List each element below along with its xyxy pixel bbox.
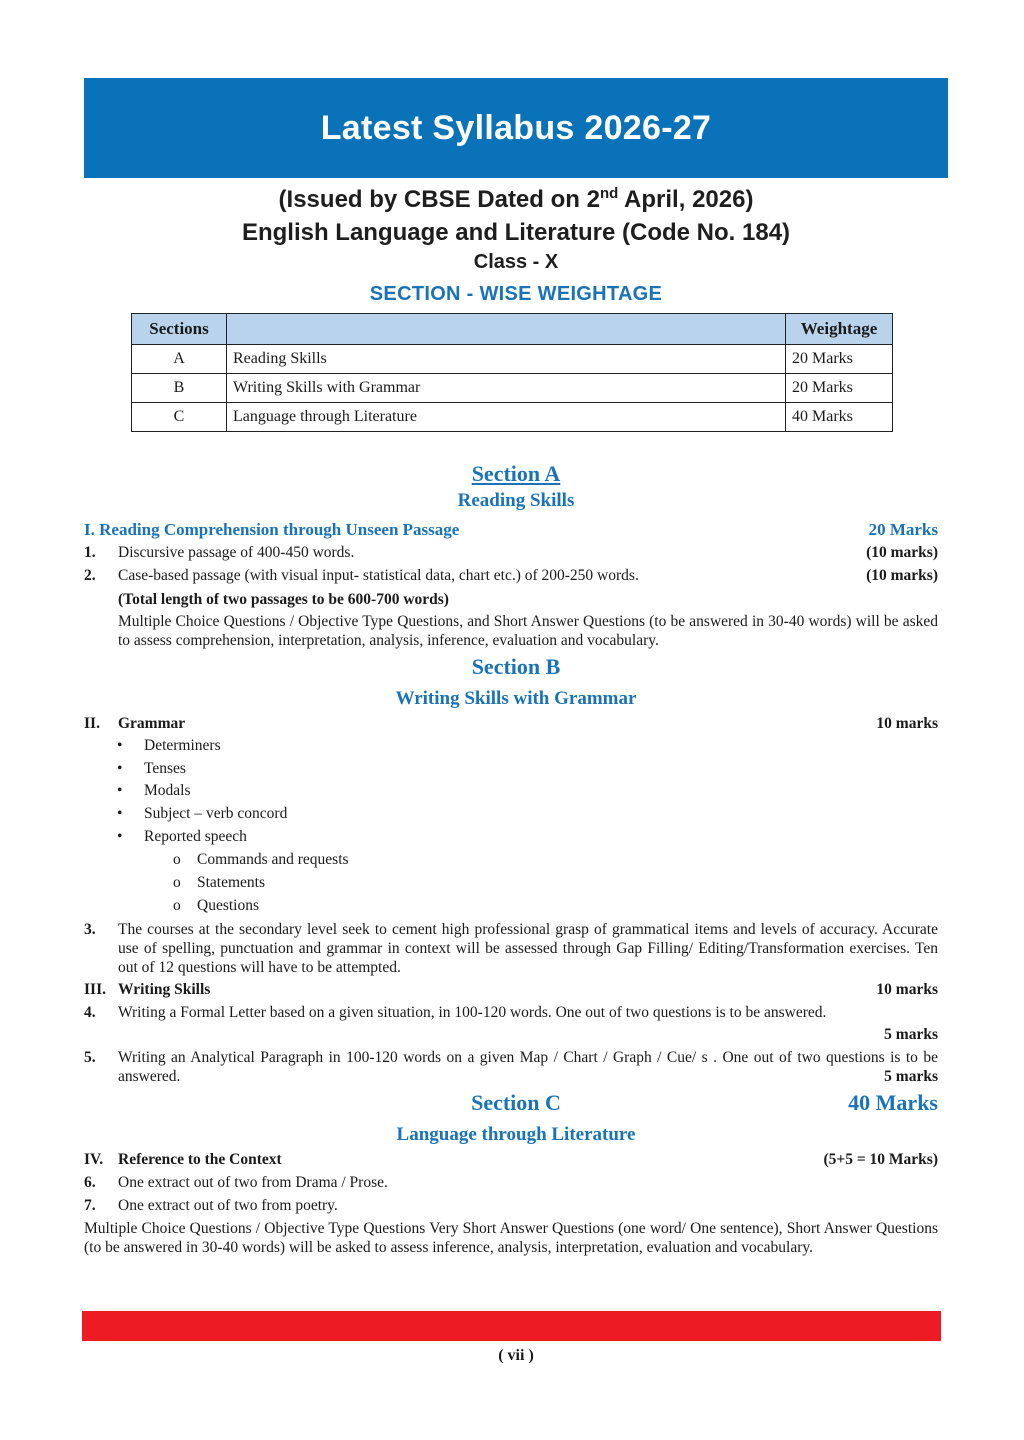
grammar-marks: 10 marks (876, 715, 938, 732)
item-marks: (10 marks) (866, 544, 938, 561)
item-marks: (10 marks) (866, 567, 938, 584)
item-marks: 5 marks (884, 1026, 938, 1043)
item-5-text: Writing an Analytical Paragraph in 100-120 words on a given Map / Chart / Graph / Cue/ s . One out of two questions is to be answered. (118, 1049, 938, 1085)
bullet-icon: • (117, 782, 123, 799)
bullet-icon: • (117, 760, 123, 777)
item-text: Case-based passage (with visual input- statistical data, chart etc.) of 200-250 words. (118, 567, 639, 584)
table-row (132, 374, 893, 403)
section-c-subtitle: Language through Literature (396, 1124, 636, 1145)
item-number: IV. (84, 1151, 104, 1168)
issued-superscript: nd (599, 185, 619, 202)
total-length-note: (Total length of two passages to be 600-700 words) (118, 591, 449, 608)
item-4-text: Writing a Formal Letter based on a given situation, in 100-120 words. One out of two questions is to be answered. (118, 1004, 827, 1021)
bullet-text: Reported speech (144, 828, 247, 845)
section-b-title: Section B (471, 654, 561, 679)
item-text: One extract out of two from Drama / Prose. (118, 1174, 388, 1191)
cell-section: C (132, 403, 227, 432)
cell-weightage: 20 Marks (786, 374, 893, 403)
item-number: 1. (84, 544, 96, 561)
bullet-text: Modals (144, 782, 191, 799)
class-label: Class - X (473, 251, 559, 273)
header-blank (227, 314, 786, 345)
writing-title: Writing Skills (118, 981, 211, 998)
subject-title: English Language and Literature (Code No. 184) (241, 219, 791, 246)
part-i-marks: 20 Marks (868, 520, 938, 539)
section-a-description: Multiple Choice Questions / Objective Type Questions, and Short Answer Questions (to be answered in 30-40 words) will be asked to assess comprehension, interpretation, analysis, inference, evaluation and vocabulary. (118, 613, 938, 649)
cell-section: A (132, 345, 227, 374)
table-row (132, 403, 893, 432)
cell-section: B (132, 374, 227, 403)
sub-bullet-text: Statements (197, 874, 266, 891)
sub-bullet-text: Commands and requests (197, 851, 349, 868)
reference-marks: (5+5 = 10 Marks) (823, 1151, 938, 1168)
issued-date: April, 2026) (618, 186, 754, 213)
weightage-table (131, 313, 893, 432)
item-number: 2. (84, 567, 96, 584)
bullet-text: Determiners (144, 737, 221, 754)
sub-bullet-text: Questions (197, 897, 259, 914)
item-number: 3. (84, 921, 96, 938)
section-c-description: Multiple Choice Questions / Objective Type Questions Very Short Answer Questions (one word/ One sentence), Short Answer Questions (to be answered in 30-40 words) will be asked to assess inference, analysis, interpretation, evaluation and vocabulary. (84, 1220, 938, 1256)
issued-line (84, 185, 948, 214)
section-b-subtitle: Writing Skills with Grammar (395, 688, 637, 709)
bullet-icon: • (117, 805, 123, 822)
part-i-title: I. Reading Comprehension through Unseen Passage (84, 520, 460, 539)
section-a-title: Section A (471, 461, 561, 486)
item-marks: 5 marks (884, 1068, 938, 1085)
item-number: III. (84, 981, 106, 998)
cell-skill: Writing Skills with Grammar (227, 374, 786, 403)
header-sections: Sections (132, 314, 227, 345)
title-banner (84, 78, 948, 178)
section-c-title: Section C (471, 1090, 561, 1115)
weightage-title: SECTION - WISE WEIGHTAGE (369, 283, 663, 305)
bullet-text: Tenses (144, 760, 186, 777)
reference-title: Reference to the Context (118, 1151, 282, 1168)
item-text: One extract out of two from poetry. (118, 1197, 338, 1214)
footer-bar (82, 1311, 941, 1341)
sub-bullet-icon: o (173, 851, 181, 868)
table-row (132, 345, 893, 374)
bullet-icon: • (117, 828, 123, 845)
header-weightage: Weightage (786, 314, 893, 345)
page-number: ( vii ) (498, 1347, 534, 1364)
cell-weightage: 20 Marks (786, 345, 893, 374)
cell-weightage: 40 Marks (786, 403, 893, 432)
sub-bullet-icon: o (173, 874, 181, 891)
item-number: 4. (84, 1004, 96, 1021)
grammar-title: Grammar (118, 715, 186, 732)
item-3-text: The courses at the secondary level seek to cement high professional grasp of grammatical items and levels of accuracy. Accurate use of spelling, punctuation and grammar in context will be assessed through Gap Filling/ Editing/Transformation exercises. Ten out of 12 questions will have to be attempted. (118, 921, 938, 976)
issued-text: (Issued by CBSE Dated on 2 (278, 186, 600, 213)
sub-bullet-icon: o (173, 897, 181, 914)
writing-marks: 10 marks (876, 981, 938, 998)
cell-skill: Reading Skills (227, 345, 786, 374)
item-number: 7. (84, 1197, 96, 1214)
section-c-marks: 40 Marks (848, 1090, 938, 1115)
item-number: 6. (84, 1174, 96, 1191)
table-header-row (132, 314, 893, 345)
section-a-subtitle: Reading Skills (457, 490, 575, 511)
page-title: Latest Syllabus 2026-27 (320, 108, 712, 147)
cell-skill: Language through Literature (227, 403, 786, 432)
item-number: II. (84, 715, 100, 732)
bullet-text: Subject – verb concord (144, 805, 288, 822)
bullet-icon: • (117, 737, 123, 754)
item-number: 5. (84, 1049, 96, 1066)
item-text: Discursive passage of 400-450 words. (118, 544, 355, 561)
